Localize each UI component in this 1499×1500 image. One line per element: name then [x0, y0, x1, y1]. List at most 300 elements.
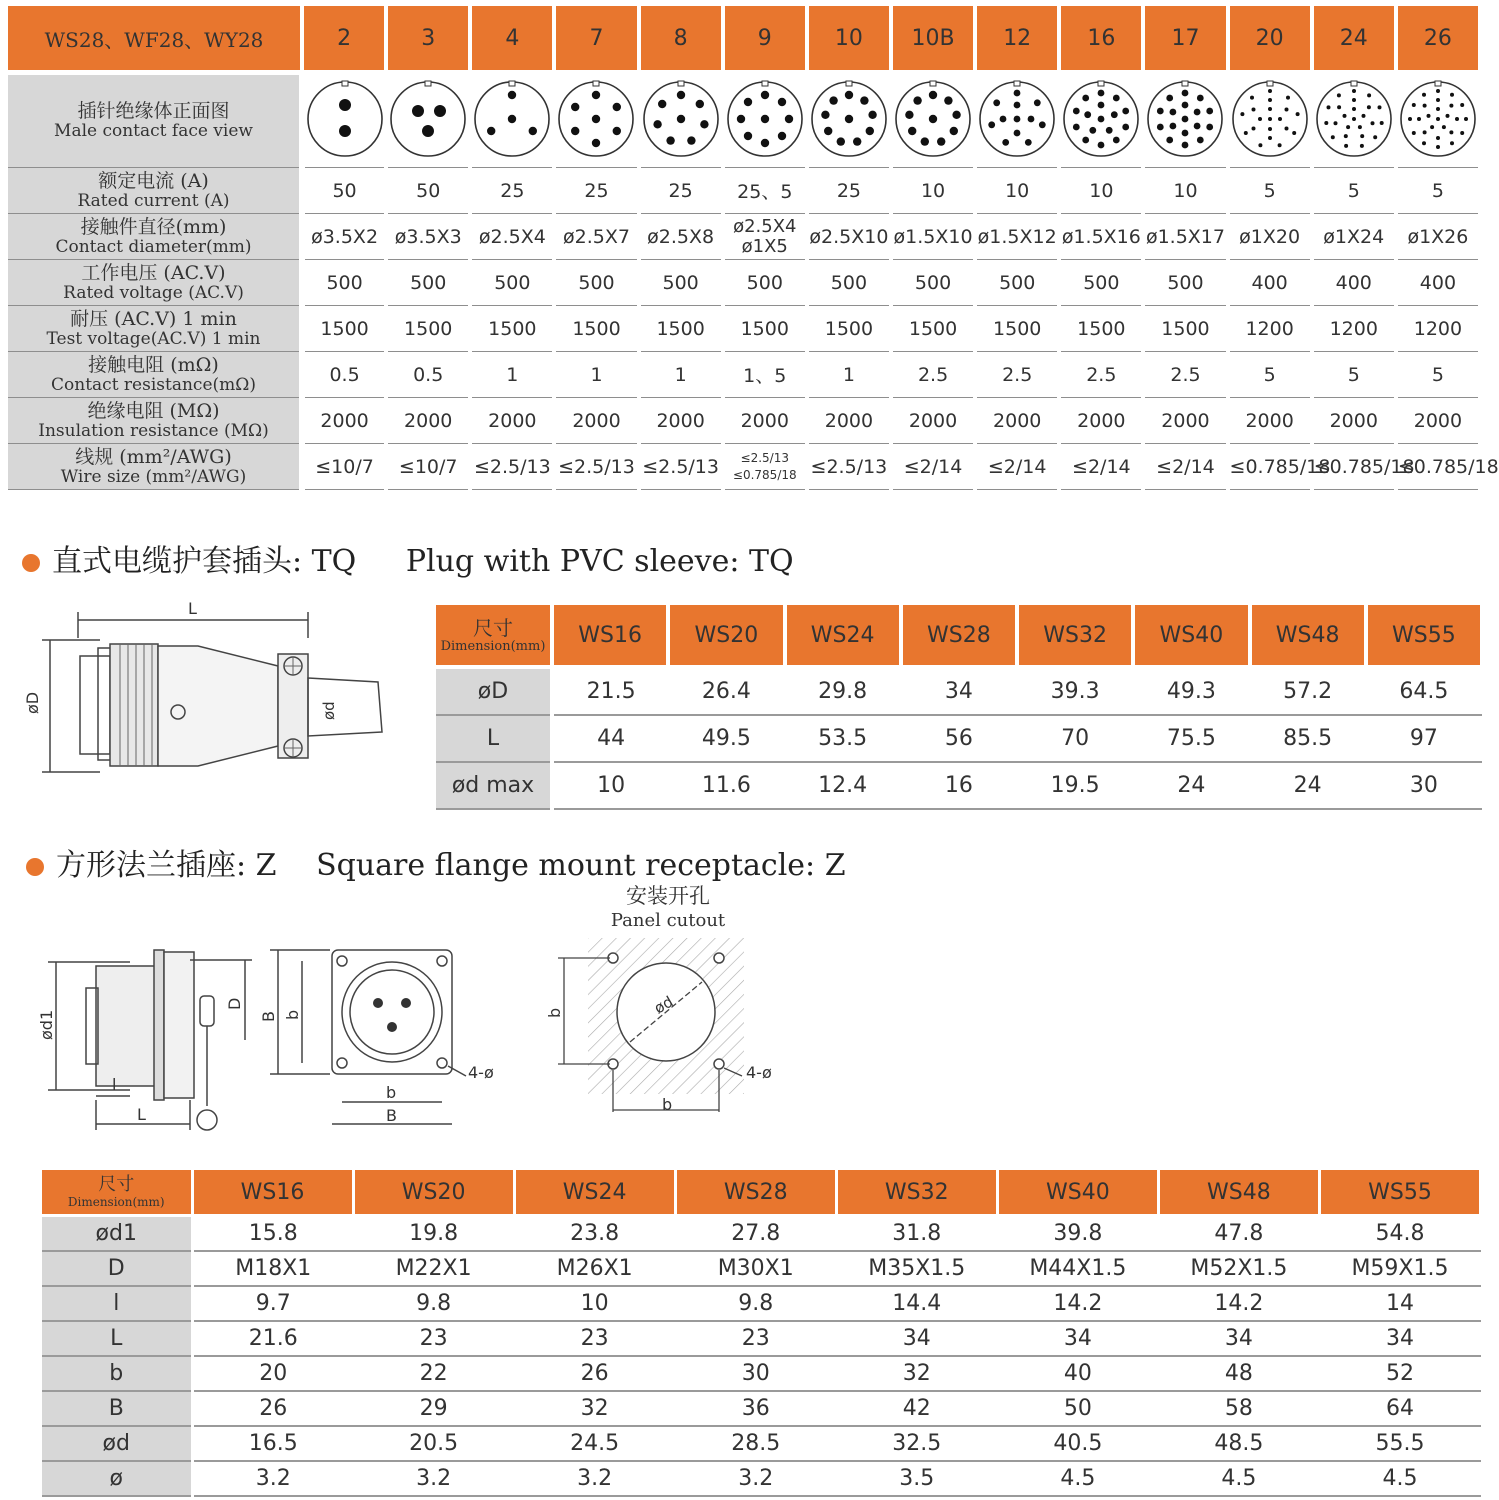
- dimension-value-cell: 19.5: [1017, 762, 1133, 809]
- row-label-cn: 插针绝缘体正面图: [77, 100, 230, 123]
- panel-cutout-en: Panel cutout: [610, 910, 726, 931]
- spec-row-insul_res: [8, 398, 1480, 444]
- contact-face-cell: [975, 73, 1059, 168]
- spec-value-cell: ø1X26: [1396, 214, 1480, 260]
- dimension-value-cell: 14.2: [1158, 1286, 1319, 1321]
- dimension-value-cell: 47.8: [1158, 1216, 1319, 1252]
- spec-value-cell: ø1.5X16: [1059, 214, 1143, 260]
- dimension-row-label: ød1: [42, 1216, 192, 1252]
- spec-value-cell: 0.5: [386, 352, 470, 398]
- dimension-value-cell: 34: [1319, 1321, 1480, 1356]
- dimension-value-cell: 15.8: [192, 1216, 353, 1252]
- dimension-row: [42, 1356, 1481, 1391]
- spec-value-cell: 25、5: [723, 168, 807, 214]
- model-column-header: WS24: [514, 1170, 675, 1216]
- dimension-header-row: [42, 1170, 1481, 1216]
- dimension-value-cell: 23: [353, 1321, 514, 1356]
- spec-header-row: [8, 6, 1480, 73]
- dimension-value-cell: M18X1: [192, 1251, 353, 1286]
- panel-cutout-caption: [560, 880, 776, 931]
- dimension-value-cell: 31.8: [836, 1216, 997, 1252]
- spec-value-cell: ø3.5X3: [386, 214, 470, 260]
- dimension-value-cell: 14: [1319, 1286, 1480, 1321]
- spec-value-cell: ø3.5X2: [302, 214, 386, 260]
- z-title-code: Z: [255, 848, 277, 883]
- pin-count-header: 3: [386, 6, 470, 73]
- spec-value-cell: 1500: [386, 306, 470, 352]
- pin-count-header: 9: [723, 6, 807, 73]
- spec-value-cell: ø2.5X4: [470, 214, 554, 260]
- z-dim-L: L: [137, 1105, 146, 1124]
- tq-dim-D: øD: [23, 691, 42, 714]
- spec-value-cell: 1: [807, 352, 891, 398]
- pin-count-header: 4: [470, 6, 554, 73]
- row-label-en: Rated current (A): [77, 190, 230, 211]
- spec-row-face: [8, 73, 1480, 168]
- z-dim-D: D: [225, 997, 244, 1010]
- row-label: [8, 168, 302, 214]
- pin-count-header: 26: [1396, 6, 1480, 73]
- contact-face-cell: [1228, 73, 1312, 168]
- contact-face-cell: [1059, 73, 1143, 168]
- spec-value-cell: 5: [1396, 168, 1480, 214]
- dimension-value-cell: 14.4: [836, 1286, 997, 1321]
- dimension-value-cell: 54.8: [1319, 1216, 1480, 1252]
- spec-value-cell: 1500: [723, 306, 807, 352]
- pin-count-header: 20: [1228, 6, 1312, 73]
- dimension-value-cell: 32.5: [836, 1426, 997, 1461]
- dimension-value-cell: 40.5: [997, 1426, 1158, 1461]
- dimension-value-cell: 26: [192, 1391, 353, 1426]
- dimension-value-cell: M22X1: [353, 1251, 514, 1286]
- spec-value-cell: 25: [639, 168, 723, 214]
- spec-value-cell: 10: [975, 168, 1059, 214]
- row-label-en: Wire size (mm²/AWG): [60, 466, 247, 487]
- contact-face-cell: [639, 73, 723, 168]
- dimension-value-cell: 23: [675, 1321, 836, 1356]
- dimension-row: [436, 667, 1482, 715]
- dimension-value-cell: 26.4: [668, 667, 784, 715]
- z-dim-d1: ød1: [37, 1009, 56, 1040]
- contact-face-cell: [1143, 73, 1227, 168]
- contact-face-cell: [891, 73, 975, 168]
- contact-face-cell: [1396, 73, 1480, 168]
- spec-value-cell: 2000: [554, 398, 638, 444]
- spec-value-cell: 5: [1312, 168, 1396, 214]
- model-column-header: WS55: [1366, 605, 1482, 667]
- spec-value-cell: 500: [639, 260, 723, 306]
- spec-value-cell: 400: [1228, 260, 1312, 306]
- spec-value-cell: 500: [470, 260, 554, 306]
- spec-value-cell: 2000: [1228, 398, 1312, 444]
- z-dim-b-vertical: b: [283, 1009, 302, 1020]
- spec-value-cell: ≤2.5/13: [807, 444, 891, 490]
- spec-row-contact_res: [8, 352, 1480, 398]
- spec-value-cell: 1500: [302, 306, 386, 352]
- dimension-value-cell: 97: [1366, 715, 1482, 762]
- row-label-en: Contact resistance(mΩ): [51, 374, 256, 395]
- contact-face-icon: [1314, 79, 1394, 159]
- dimension-value-cell: 32: [514, 1391, 675, 1426]
- dimension-value-cell: 49.5: [668, 715, 784, 762]
- dimension-value-cell: 24.5: [514, 1426, 675, 1461]
- dimension-row-label: L: [42, 1321, 192, 1356]
- spec-value-cell: 2000: [1143, 398, 1227, 444]
- spec-row-current: [8, 168, 1480, 214]
- spec-value-cell: 50: [386, 168, 470, 214]
- spec-value-cell: 1500: [891, 306, 975, 352]
- spec-value-cell: 2000: [975, 398, 1059, 444]
- dimension-value-cell: 16.5: [192, 1426, 353, 1461]
- spec-value-cell: 500: [807, 260, 891, 306]
- spec-value-line: ≤2.5/13: [740, 451, 789, 466]
- dimension-value-cell: 16: [901, 762, 1017, 809]
- spec-value-cell: ø1.5X17: [1143, 214, 1227, 260]
- dimension-value-cell: 30: [675, 1356, 836, 1391]
- dimension-header-cn: 尺寸: [473, 615, 513, 640]
- dimension-value-cell: 42: [836, 1391, 997, 1426]
- dimension-row-label: ød max: [436, 762, 552, 809]
- dimension-value-cell: 40: [997, 1356, 1158, 1391]
- spec-row-voltage: [8, 260, 1480, 306]
- dimension-value-cell: 49.3: [1133, 667, 1249, 715]
- contact-face-cell: [807, 73, 891, 168]
- tq-dim-L: L: [188, 599, 197, 618]
- dimension-value-cell: 44: [552, 715, 668, 762]
- row-label-en: Male contact face view: [54, 121, 253, 142]
- contact-face-icon: [472, 79, 552, 159]
- spec-value-cell: 5: [1228, 352, 1312, 398]
- spec-value-cell: 500: [975, 260, 1059, 306]
- spec-value-cell: 2000: [470, 398, 554, 444]
- contact-face-icon: [1230, 79, 1310, 159]
- pin-count-header: 2: [302, 6, 386, 73]
- spec-value-cell: 10: [891, 168, 975, 214]
- row-label: [8, 444, 302, 490]
- contact-face-icon: [388, 79, 468, 159]
- spec-value-cell: ≤0.785/18: [1312, 444, 1396, 490]
- row-label-cn: 线规 (mm²/AWG): [75, 445, 232, 468]
- model-column-header: WS16: [552, 605, 668, 667]
- dimension-value-cell: 32: [836, 1356, 997, 1391]
- tq-title-cn: 直式电缆护套插头:: [52, 544, 303, 579]
- spec-value-cell: 400: [1312, 260, 1396, 306]
- spec-value-cell: 50: [302, 168, 386, 214]
- spec-value-cell: 5: [1312, 352, 1396, 398]
- spec-value-cell: 500: [386, 260, 470, 306]
- spec-value-cell: ≤10/7: [302, 444, 386, 490]
- z-dim-cutout-d: ød: [651, 992, 677, 1018]
- spec-value-cell: 25: [470, 168, 554, 214]
- dimension-header: [42, 1170, 192, 1216]
- row-label: [8, 306, 302, 352]
- spec-value-cell: 1500: [1143, 306, 1227, 352]
- dimension-value-cell: 14.2: [997, 1286, 1158, 1321]
- dimension-row-label: D: [42, 1251, 192, 1286]
- dimension-value-cell: 4.5: [997, 1461, 1158, 1496]
- spec-value-cell: 2.5: [975, 352, 1059, 398]
- dimension-value-cell: 57.2: [1250, 667, 1366, 715]
- dimension-row: [436, 715, 1482, 762]
- pin-count-header: 10B: [891, 6, 975, 73]
- dimension-row-label: øD: [436, 667, 552, 715]
- dimension-value-cell: 26: [514, 1356, 675, 1391]
- dimension-value-cell: 70: [1017, 715, 1133, 762]
- dimension-row: [42, 1461, 1481, 1496]
- spec-value-cell: 2000: [639, 398, 723, 444]
- dimension-header: [436, 605, 552, 667]
- spec-value-cell: ø2.5X7: [554, 214, 638, 260]
- tq-dim-d: ød: [320, 701, 338, 720]
- model-column-header: WS40: [997, 1170, 1158, 1216]
- pin-count-header: 7: [554, 6, 638, 73]
- spec-value-cell: 500: [302, 260, 386, 306]
- tq-section-title: [22, 536, 794, 580]
- pin-count-header: 16: [1059, 6, 1143, 73]
- spec-value-cell: 2000: [723, 398, 807, 444]
- spec-value-cell: 2.5: [1143, 352, 1227, 398]
- dimension-value-cell: 58: [1158, 1391, 1319, 1426]
- contact-face-cell: [1312, 73, 1396, 168]
- spec-value-cell: 25: [807, 168, 891, 214]
- dimension-value-cell: 3.2: [353, 1461, 514, 1496]
- spec-value-cell: ≤2.5/13: [554, 444, 638, 490]
- spec-value-cell: 500: [554, 260, 638, 306]
- dimension-row: [42, 1321, 1481, 1356]
- dimension-value-cell: 39.3: [1017, 667, 1133, 715]
- spec-value-cell: ≤2/14: [1143, 444, 1227, 490]
- spec-value-cell: 500: [891, 260, 975, 306]
- dimension-value-cell: 23.8: [514, 1216, 675, 1252]
- spec-value-cell: 2000: [891, 398, 975, 444]
- spec-value-cell: 1500: [1059, 306, 1143, 352]
- dimension-value-cell: 3.2: [192, 1461, 353, 1496]
- spec-value-cell: 5: [1396, 352, 1480, 398]
- contact-face-icon: [977, 79, 1057, 159]
- pin-count-header: 12: [975, 6, 1059, 73]
- spec-value-cell: ≤2/14: [975, 444, 1059, 490]
- spec-value-cell: ø2.5X10: [807, 214, 891, 260]
- row-label-cn: 绝缘电阻 (MΩ): [87, 399, 220, 422]
- tq-title-en: Plug with PVC sleeve: TQ: [405, 544, 794, 579]
- dimension-value-cell: 21.5: [552, 667, 668, 715]
- contact-face-cell: [386, 73, 470, 168]
- dimension-value-cell: 52: [1319, 1356, 1480, 1391]
- dimension-value-cell: 4.5: [1319, 1461, 1480, 1496]
- model-column-header: WS32: [836, 1170, 997, 1216]
- dimension-value-cell: 29: [353, 1391, 514, 1426]
- spec-value-cell: 400: [1396, 260, 1480, 306]
- spec-value-cell: ≤2.5/13: [470, 444, 554, 490]
- spec-value-cell: ≤2.5/13: [639, 444, 723, 490]
- dimension-value-cell: 23: [514, 1321, 675, 1356]
- dimension-value-cell: 24: [1133, 762, 1249, 809]
- dimension-row: [42, 1286, 1481, 1321]
- model-column-header: WS28: [901, 605, 1017, 667]
- dimension-row-label: L: [436, 715, 552, 762]
- dimension-row: [42, 1251, 1481, 1286]
- contact-face-icon: [893, 79, 973, 159]
- dimension-value-cell: 4.5: [1158, 1461, 1319, 1496]
- spec-value-cell: 2000: [807, 398, 891, 444]
- dimension-value-cell: 3.5: [836, 1461, 997, 1496]
- dimension-value-cell: 64.5: [1366, 667, 1482, 715]
- dimension-value-cell: 9.7: [192, 1286, 353, 1321]
- bullet-icon: [22, 554, 40, 572]
- contact-face-icon: [1398, 79, 1478, 159]
- spec-value-cell: 1: [639, 352, 723, 398]
- row-label-en: Test voltage(AC.V) 1 min: [46, 328, 261, 349]
- dimension-value-cell: 27.8: [675, 1216, 836, 1252]
- dimension-row: [42, 1426, 1481, 1461]
- dimension-value-cell: 29.8: [785, 667, 901, 715]
- model-column-header: WS55: [1319, 1170, 1480, 1216]
- row-label: [8, 73, 302, 168]
- dimension-row-label: b: [42, 1356, 192, 1391]
- contact-face-cell: [470, 73, 554, 168]
- spec-value-cell: [723, 444, 807, 490]
- dimension-value-cell: 34: [836, 1321, 997, 1356]
- model-column-header: WS28: [675, 1170, 836, 1216]
- contact-face-icon: [725, 79, 805, 159]
- dimension-header-en: Dimension(mm): [440, 638, 546, 654]
- spec-table: [8, 6, 1499, 490]
- row-label-cn: 耐压 (AC.V) 1 min: [70, 307, 237, 330]
- row-label: [8, 214, 302, 260]
- contact-face-icon: [556, 79, 636, 159]
- dimension-row: [436, 762, 1482, 809]
- dimension-value-cell: M35X1.5: [836, 1251, 997, 1286]
- spec-value-cell: 2000: [1312, 398, 1396, 444]
- spec-value-cell: 500: [1143, 260, 1227, 306]
- model-column-header: WS24: [785, 605, 901, 667]
- spec-value-cell: 2000: [1059, 398, 1143, 444]
- contact-face-icon: [641, 79, 721, 159]
- dimension-value-cell: 3.2: [514, 1461, 675, 1496]
- spec-value-cell: ø2.5X8: [639, 214, 723, 260]
- dimension-value-cell: 10: [514, 1286, 675, 1321]
- contact-face-icon: [809, 79, 889, 159]
- spec-value-cell: ø1X24: [1312, 214, 1396, 260]
- dimension-value-cell: 9.8: [353, 1286, 514, 1321]
- panel-cutout-cn: 安装开孔: [626, 884, 710, 908]
- dimension-value-cell: M52X1.5: [1158, 1251, 1319, 1286]
- row-label-en: Contact diameter(mm): [55, 236, 252, 257]
- dimension-value-cell: 9.8: [675, 1286, 836, 1321]
- dimension-value-cell: 3.2: [675, 1461, 836, 1496]
- pin-count-header: 17: [1143, 6, 1227, 73]
- dimension-value-cell: 10: [552, 762, 668, 809]
- dimension-row-label: ød: [42, 1426, 192, 1461]
- dimension-value-cell: 11.6: [668, 762, 784, 809]
- model-column-header: WS20: [668, 605, 784, 667]
- z-title-en: Square flange mount receptacle: Z: [316, 848, 846, 883]
- pin-count-header: 10: [807, 6, 891, 73]
- spec-value-cell: ø1.5X12: [975, 214, 1059, 260]
- dimension-value-cell: M26X1: [514, 1251, 675, 1286]
- dimension-header-en: Dimension(mm): [67, 1194, 165, 1209]
- dimension-value-cell: 21.6: [192, 1321, 353, 1356]
- row-label-en: Insulation resistance (MΩ): [38, 420, 269, 441]
- contact-face-cell: [554, 73, 638, 168]
- spec-value-cell: 1500: [554, 306, 638, 352]
- dimension-row-label: l: [42, 1286, 192, 1321]
- model-column-header: WS40: [1133, 605, 1249, 667]
- spec-value-line: ø2.5X4: [733, 215, 797, 237]
- model-column-header: WS48: [1250, 605, 1366, 667]
- spec-value-cell: 0.5: [302, 352, 386, 398]
- spec-value-cell: [723, 214, 807, 260]
- dimension-value-cell: 50: [997, 1391, 1158, 1426]
- dimension-value-cell: 34: [1158, 1321, 1319, 1356]
- spec-value-cell: 5: [1228, 168, 1312, 214]
- spec-value-cell: 10: [1059, 168, 1143, 214]
- dimension-value-cell: 24: [1250, 762, 1366, 809]
- spec-value-cell: 25: [554, 168, 638, 214]
- row-label: [8, 398, 302, 444]
- spec-value-cell: ø1X20: [1228, 214, 1312, 260]
- dimension-value-cell: 12.4: [785, 762, 901, 809]
- tq-plug-drawing: [10, 590, 420, 800]
- spec-value-cell: 500: [723, 260, 807, 306]
- spec-value-cell: ≤2/14: [891, 444, 975, 490]
- tq-title-code: TQ: [311, 544, 357, 579]
- spec-value-cell: ø1.5X10: [891, 214, 975, 260]
- z-dim-l: l: [112, 1075, 117, 1094]
- spec-value-cell: 2.5: [1059, 352, 1143, 398]
- dimension-value-cell: 34: [997, 1321, 1158, 1356]
- z-receptacle-drawing: [30, 930, 790, 1140]
- dimension-row-label: ø: [42, 1461, 192, 1496]
- row-label-cn: 额定电流 (A): [98, 169, 209, 192]
- z-section-title: [26, 840, 846, 884]
- dimension-value-cell: 48.5: [1158, 1426, 1319, 1461]
- spec-row-diameter: [8, 214, 1480, 260]
- pin-count-header: 8: [639, 6, 723, 73]
- spec-row-test: [8, 306, 1480, 352]
- spec-value-cell: ≤0.785/18: [1396, 444, 1480, 490]
- spec-value-cell: 500: [1059, 260, 1143, 306]
- dimension-value-cell: 19.8: [353, 1216, 514, 1252]
- spec-value-cell: 1500: [639, 306, 723, 352]
- z-title-cn: 方形法兰插座:: [56, 848, 247, 883]
- dimension-value-cell: M44X1.5: [997, 1251, 1158, 1286]
- z-dim-holes: 4-ø: [468, 1063, 494, 1082]
- dimension-value-cell: 75.5: [1133, 715, 1249, 762]
- dimension-value-cell: 30: [1366, 762, 1482, 809]
- model-column-header: WS48: [1158, 1170, 1319, 1216]
- dimension-value-cell: 55.5: [1319, 1426, 1480, 1461]
- tq-dimension-table: [436, 605, 1484, 810]
- dimension-value-cell: M59X1.5: [1319, 1251, 1480, 1286]
- spec-value-cell: 1500: [975, 306, 1059, 352]
- dimension-header-cn: 尺寸: [98, 1174, 135, 1196]
- spec-value-cell: ≤2/14: [1059, 444, 1143, 490]
- dimension-value-cell: 36: [675, 1391, 836, 1426]
- spec-value-cell: 1500: [807, 306, 891, 352]
- dimension-value-cell: 48: [1158, 1356, 1319, 1391]
- spec-value-cell: 1200: [1312, 306, 1396, 352]
- dimension-value-cell: 20.5: [353, 1426, 514, 1461]
- row-label-cn: 接触电阻 (mΩ): [88, 353, 219, 376]
- dimension-value-cell: 53.5: [785, 715, 901, 762]
- dimension-value-cell: M30X1: [675, 1251, 836, 1286]
- spec-value-cell: 2.5: [891, 352, 975, 398]
- spec-value-cell: 2000: [386, 398, 470, 444]
- spec-value-cell: 1200: [1396, 306, 1480, 352]
- contact-face-cell: [302, 73, 386, 168]
- model-column-header: WS16: [192, 1170, 353, 1216]
